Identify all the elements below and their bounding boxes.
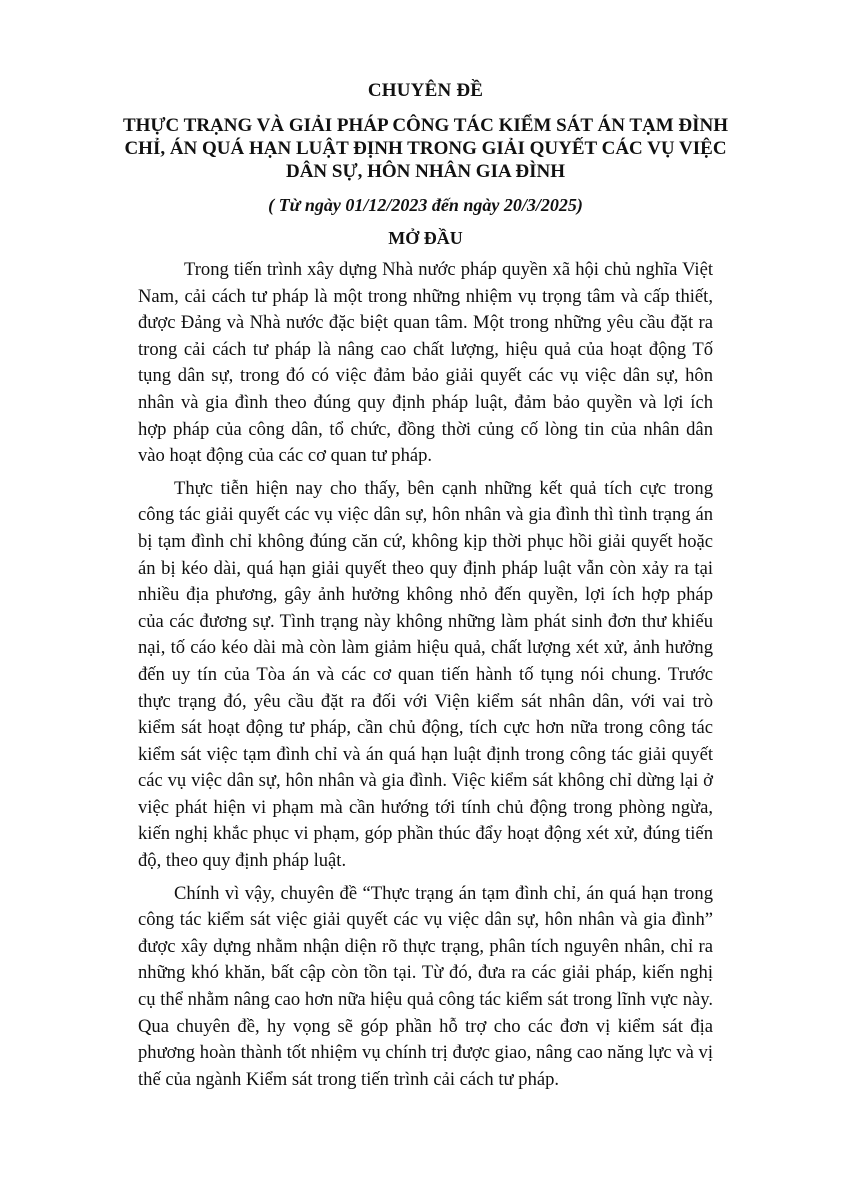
document-title: CHUYÊN ĐỀ <box>367 80 484 101</box>
document-page <box>122 80 729 1099</box>
paragraph-reality: Thực tiễn hiện nay cho thấy, bên cạnh những kết quả tích cực trong công tác giải quyết các vụ việc dân sự, hôn nhân và gia đình thì tình trạng án bị tạm đình chỉ không đúng căn cứ, không kịp thời phục hồi giải quyết hoặc án bị kéo dài, quá hạn giải quyết theo quy định pháp luật vẫn còn xảy ra tại nhiều địa phương, gây ảnh hưởng không nhỏ đến quyền, lợi ích hợp pháp của các đương sự. Tình trạng này không những làm phát sinh đơn thư khiếu nại, tố cáo kéo dài mà còn làm giảm hiệu quả, chất lượng xét xử, ảnh hưởng đến uy tín của Tòa án và các cơ quan tiến hành tố tụng nói chung. Trước thực trạng đó, yêu cầu đặt ra đối với Viện kiểm sát nhân dân, với vai trò kiểm sát hoạt động tư pháp, cần chủ động, tích cực hơn nữa trong công tác kiểm sát việc tạm đình chỉ và án quá hạn luật định trong công tác giải quyết các vụ việc dân sự, hôn nhân và gia đình. Việc kiểm sát không chỉ dừng lại ở việc phát hiện vi phạm mà cần hướng tới tính chủ động trong phòng ngừa, kiến nghị khắc phục vi phạm, góp phần thúc đẩy hoạt động xét xử, đúng tiến độ, theo quy định pháp luật. <box>138 477 713 872</box>
section-heading: MỞ ĐẦU <box>388 228 463 248</box>
document-period: ( Từ ngày 01/12/2023 đến ngày 20/3/2025) <box>268 195 583 215</box>
paragraph-intro: Trong tiến trình xây dựng Nhà nước pháp quyền xã hội chủ nghĩa Việt Nam, cải cách tư pháp là một trong những nhiệm vụ trọng tâm và cấp thiết, được Đảng và Nhà nước đặc biệt quan tâm. Một trong những yêu cầu đặt ra trong cải cách tư pháp là nâng cao chất lượng, hiệu quả của hoạt động Tố tụng dân sự, trong đó có việc đảm bảo giải quyết các vụ việc dân sự, hôn nhân và gia đình theo đúng quy định pháp luật, đảm bảo quyền và lợi ích hợp pháp của công dân, tổ chức, đồng thời củng cố lòng tin của nhân dân vào hoạt động của các cơ quan tư pháp. <box>138 259 713 467</box>
document-subject: THỰC TRẠNG VÀ GIẢI PHÁP CÔNG TÁC KIỂM SÁT ÁN TẠM ĐÌNH CHỈ, ÁN QUÁ HẠN LUẬT ĐỊNH TRONG GIẢI QUYẾT CÁC VỤ VIỆC DÂN SỰ, HÔN NHÂN GIA ĐÌNH <box>122 115 729 182</box>
paragraph-purpose: Chính vì vậy, chuyên đề “Thực trạng án tạm đình chỉ, án quá hạn trong công tác kiểm sát việc giải quyết các vụ việc dân sự, hôn nhân và gia đình” được xây dựng nhằm nhận diện rõ thực trạng, phân tích nguyên nhân, chỉ ra những khó khăn, bất cập còn tồn tại. Từ đó, đưa ra các giải pháp, kiến nghị cụ thể nhằm nâng cao hơn nữa hiệu quả công tác kiểm sát trong lĩnh vực này. Qua chuyên đề, hy vọng sẽ góp phần hỗ trợ cho các đơn vị kiểm sát địa phương hoàn thành tốt nhiệm vụ chính trị được giao, nâng cao năng lực và vị thế của ngành Kiểm sát trong tiến trình cải cách tư pháp. <box>138 882 713 1090</box>
